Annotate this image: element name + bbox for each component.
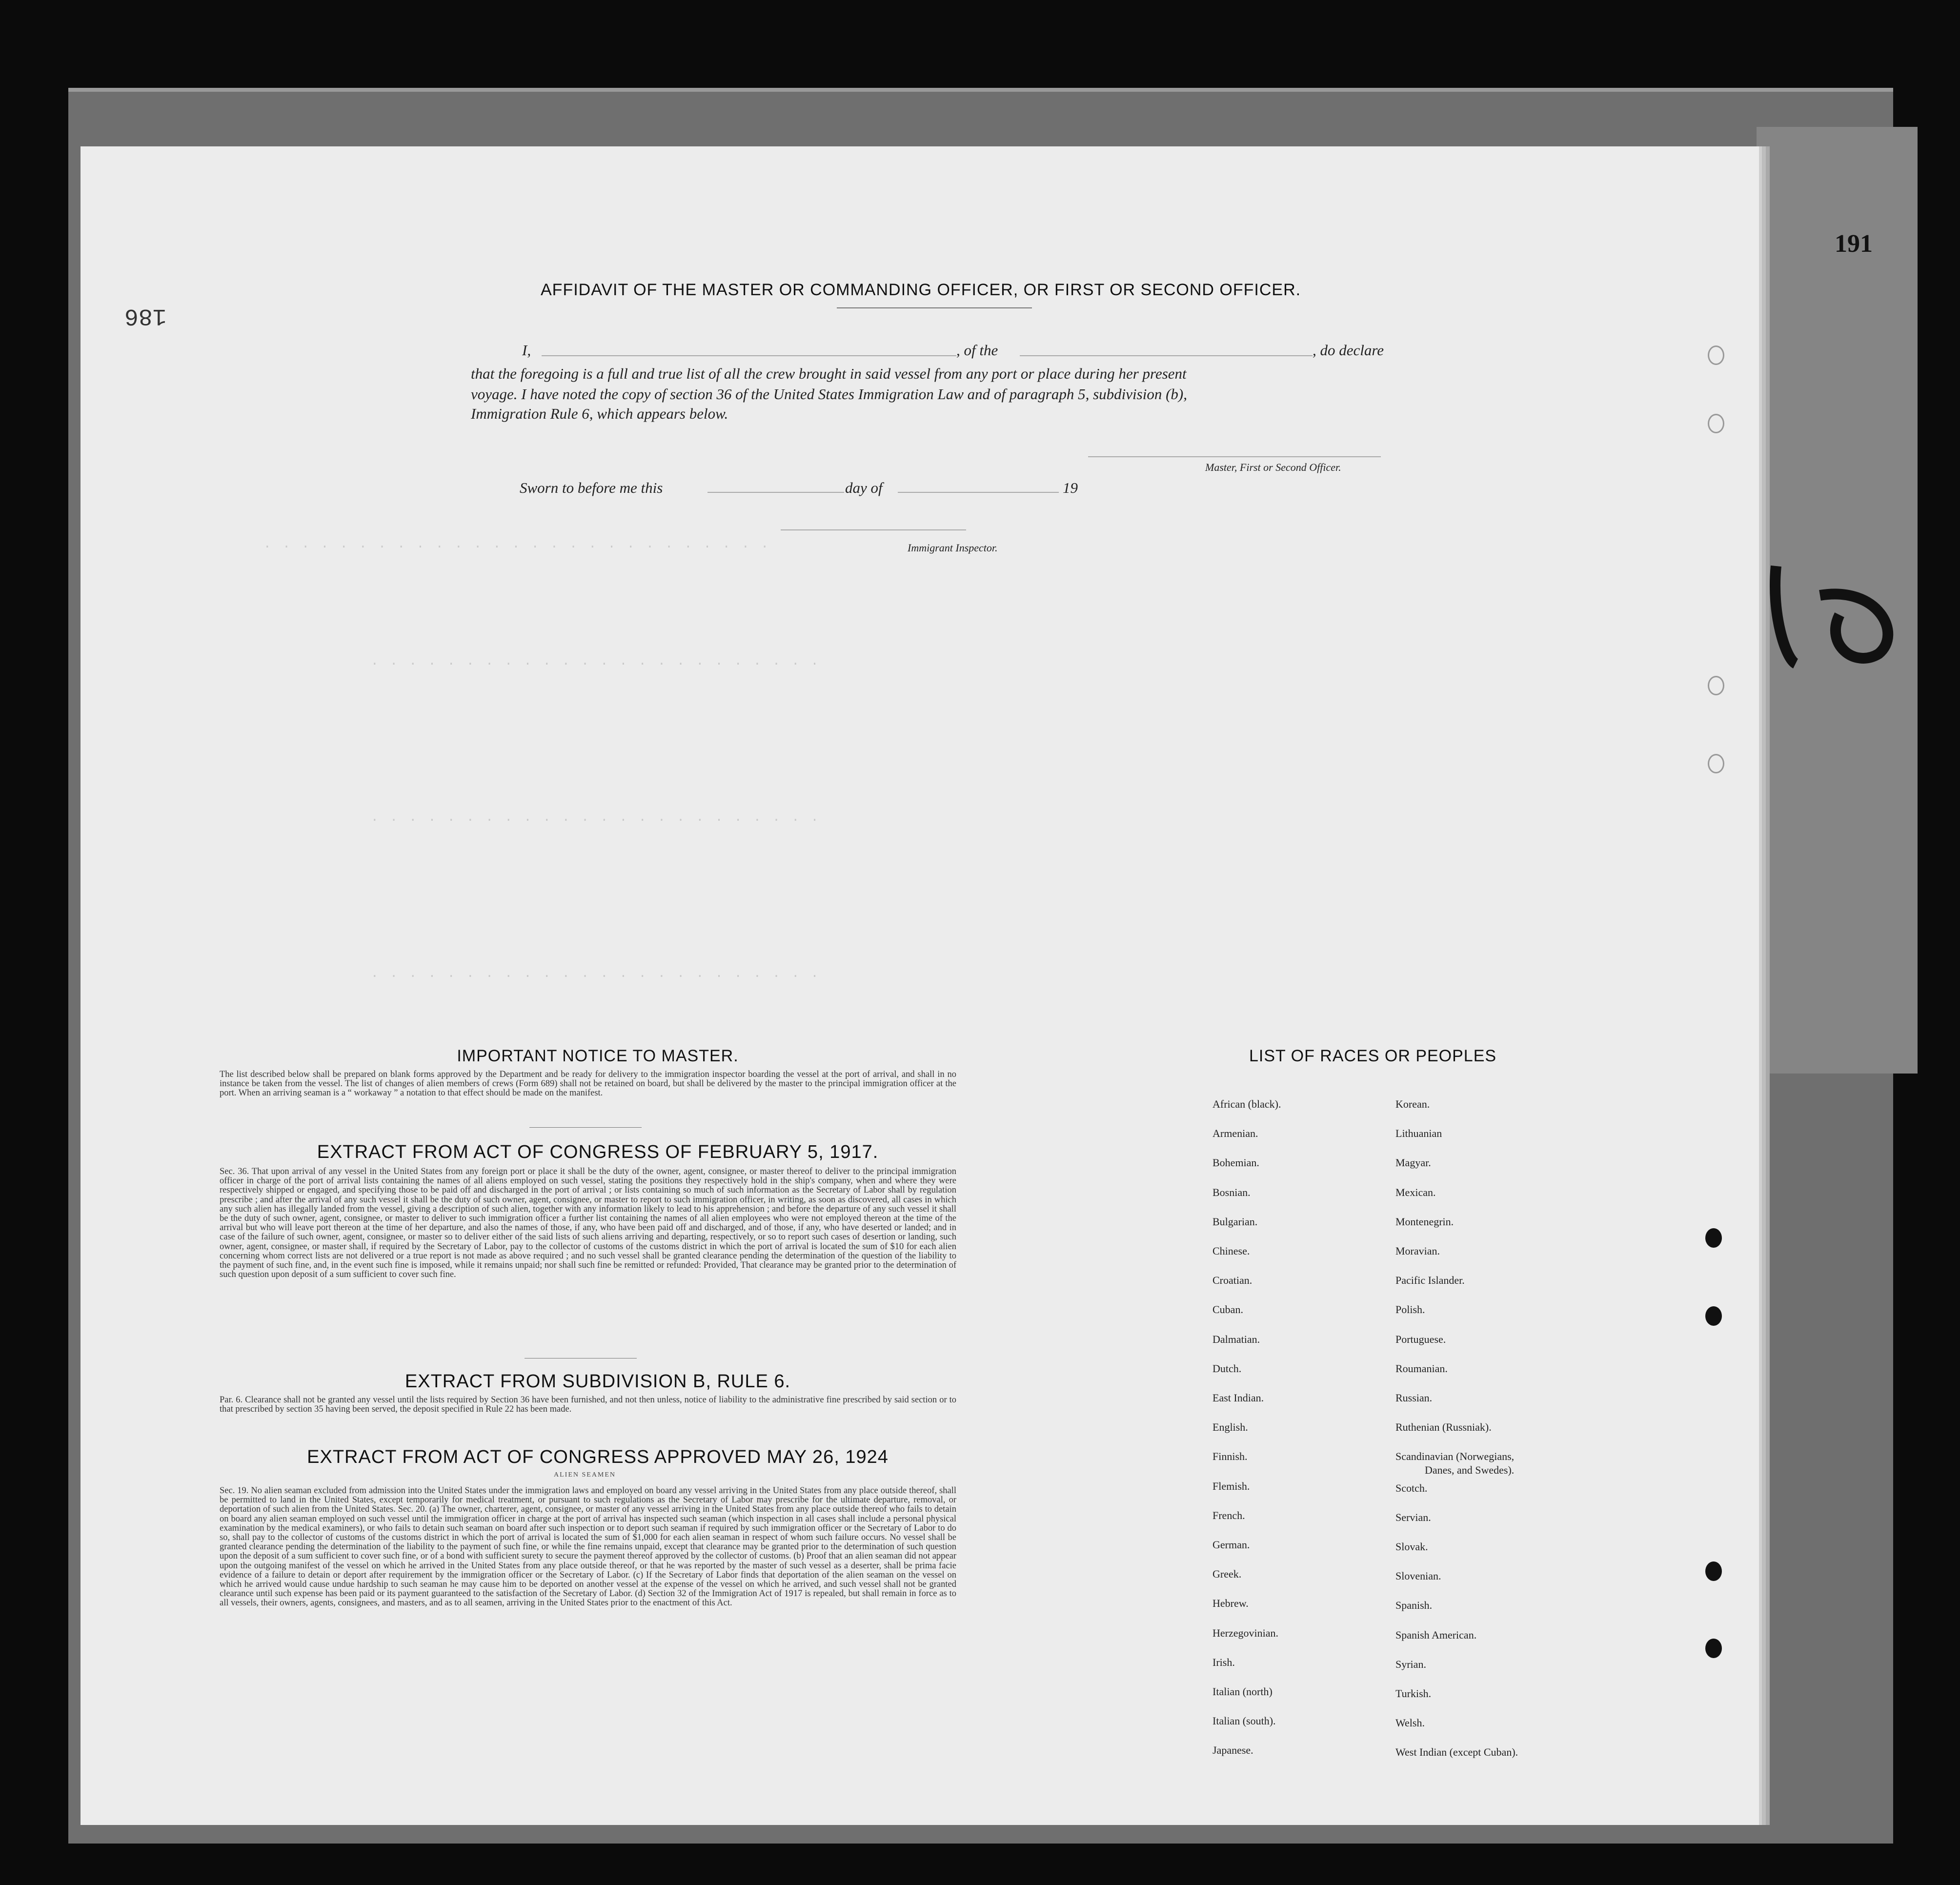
binder-hole: [1705, 1561, 1722, 1581]
show-through-row: . . . . . . . . . . . . . . . . . . . . . . . .: [371, 810, 821, 825]
race-item-continuation: Danes, and Swedes).: [1425, 1464, 1515, 1477]
name-blank[interactable]: [542, 355, 956, 356]
race-item: Scotch.: [1395, 1481, 1428, 1494]
race-item: Polish.: [1395, 1303, 1425, 1316]
race-item: Lithuanian: [1395, 1127, 1442, 1140]
race-item: Scandinavian (Norwegians,: [1395, 1450, 1515, 1463]
declare-i: I,: [522, 342, 531, 359]
race-item: Portuguese.: [1395, 1333, 1446, 1345]
affidavit-title: AFFIDAVIT OF THE MASTER OR COMMANDING OFFICER, OR FIRST OR SECOND OFFICER.: [541, 281, 1301, 299]
race-item: Croatian.: [1212, 1274, 1253, 1287]
race-item: Roumanian.: [1395, 1362, 1448, 1375]
divider: [529, 1127, 642, 1128]
race-item: Italian (north): [1212, 1685, 1273, 1698]
race-item: Ruthenian (Russniak).: [1395, 1421, 1492, 1434]
extract-rule6-body: Par. 6. Clearance shall not be granted any vessel until the lists required by Section 36 have been furnished, and not then unless, notice of liability to the administrative fine prescribed by said section or to that prescribed by section 35 having been served, the deposit specified in Rule 22 has been made.: [220, 1395, 956, 1415]
show-through-row: . . . . . . . . . . . . . . . . . . . . . . . .: [371, 654, 821, 669]
notice-title: IMPORTANT NOTICE TO MASTER.: [457, 1047, 739, 1065]
binder-hole: [1708, 676, 1724, 695]
race-item: Turkish.: [1395, 1687, 1432, 1700]
declare-line-4: Immigration Rule 6, which appears below.: [471, 405, 728, 422]
extract-1917-body: Sec. 36. That upon arrival of any vessel in the United States from any foreign port or place it shall be the duty of the owner, agent, consignee, or master thereof to deliver to the principal immigration officer in charge of the port of arrival lists containing the names of all aliens employed on such vessel, stating the positions they respectively hold in the ship's company, when and where they were respectively shipped or engaged, and specifying those to be paid off and discharged in the port of arrival ; or lists containing so much of such information as the Secretary of Labor shall by regulation prescribe ; and after the arrival of any such vessel it shall be the duty of such owner, agent, consignee, or master to report to such immigration officer, in writing, as soon as discovered, all cases in which any such alien has illegally landed from the vessel, giving a description of such alien, together with any information likely to lead to his apprehension ; and before the departure of any such vessel it shall be the duty of such owner, agent, consignee, or master to deliver to such immigration officer a further list containing the names of all alien employees who were not employed thereon at the time of the arrival but who will leave port thereon at the time of her departure, and also the names of those, if any, who have been paid off and discharged, and of those, if any, who have deserted or landed; and in case of the failure of such owner, agent, consignee, or master so to deliver either of the said lists of such aliens arriving and departing, respectively, or so to report such cases of desertion or landing, such owner, agent, consignee, or master shall, if required by the Secretary of Labor, pay to the collector of customs of the customs district in which the port of arrival is located the sum of $10 for each alien concerning whom correct lists are not delivered or a true report is not made as above required ; and no such vessel shall be granted clearance pending the determination of the question of the liability to the payment of such fine, and, in the event such fine is imposed, while it remains unpaid; nor shall such fine be remitted or refunded: Provided, That clearance may be granted prior to the determination of such question upon deposit of a sum sufficient to cover such fine.: [220, 1167, 956, 1280]
corner-page-number: 186: [124, 303, 167, 329]
binder-hole: [1708, 414, 1724, 433]
marker-scribble: [1766, 556, 1913, 669]
sworn-year: 19: [1063, 479, 1078, 496]
show-through-row: . . . . . . . . . . . . . . . . . . . . . . . . . . .: [263, 537, 770, 551]
race-item: Flemish.: [1212, 1480, 1250, 1492]
declare-of-the: , of the: [956, 342, 998, 359]
race-item: Mexican.: [1395, 1186, 1436, 1198]
race-item: Spanish American.: [1395, 1628, 1477, 1641]
race-item: Chinese.: [1212, 1245, 1250, 1257]
race-item: Greek.: [1212, 1568, 1242, 1581]
folio-number: 191: [1835, 230, 1873, 258]
sworn-day-of: day of: [845, 479, 883, 496]
declare-do-declare: , do declare: [1313, 342, 1384, 359]
race-item: East Indian.: [1212, 1392, 1264, 1404]
extract-1917-title: EXTRACT FROM ACT OF CONGRESS OF FEBRUARY 5, 1917.: [317, 1142, 879, 1162]
extract-1924-body: Sec. 19. No alien seaman excluded from admission into the United States under the immigration laws and employed on board any vessel arriving in the United States from any place outside thereof, shall be permitted to land in the United States, except temporarily for medical treatment, or pursuant to such regulations as the Secretary of Labor may prescribe for the ultimate departure, removal, or deportation of such alien from the United States. Sec. 20. (a) The owner, charterer, agent, consignee, or master of any vessel arriving in the United States from any place outside thereof who fails to detain on board any alien seaman employed on such vessel until the immigration officer in charge at the port of arrival has inspected such seaman (which inspection in all cases shall include a personal physical examination by the medical examiners), or who fails to detain such seaman on board after such inspection or to deport such seaman if required by such immigration officer or the Secretary of Labor to do so, shall pay to the collector of customs of the customs district in which the port of arrival is located the sum of $1,000 for each alien seaman in respect of whom such failure occurs. No vessel shall be granted clearance pending the determination of the liability to the payment of such fine, or while the fine remains unpaid, except that clearance may be granted prior to the determination of such question upon the deposit of a sum sufficient to cover such fine, or of a bond with sufficient surety to secure the payment thereof approved by the collector of customs. (b) Proof that an alien seaman did not appear upon the outgoing manifest of the vessel on which he arrived in the United States from any place outside thereof, or that he was reported by the master of such vessel as a deserter, shall be prima facie evidence of a failure to detain or deport after requirement by the immigration officer or the Secretary of Labor. (c) If the Secretary of Labor finds that deportation of the alien seaman on the vessel on which he arrived would cause undue hardship to such seaman he may cause him to be deported on another vessel at the expense of the vessel on which he arrived, and such vessel shall not be granted clearance until such expense has been paid or its payment guaranteed to the satisfaction of the Secretary of Labor. (d) Section 32 of the Immigration Act of 1917 is repealed, but shall remain in force as to all vessels, their owners, agents, consignees, and masters, and as to all seamen, arriving in the United States prior to the enactment of this Act.: [220, 1486, 956, 1608]
race-item: Moravian.: [1395, 1245, 1440, 1257]
race-item: West Indian (except Cuban).: [1395, 1746, 1518, 1759]
signature-label: Master, First or Second Officer.: [1205, 461, 1341, 473]
race-item: French.: [1212, 1509, 1245, 1521]
race-item: Cuban.: [1212, 1303, 1243, 1316]
title-rule: [837, 307, 1032, 308]
race-item: Syrian.: [1395, 1658, 1426, 1670]
extract-1924-title: EXTRACT FROM ACT OF CONGRESS APPROVED MAY 26, 1924: [307, 1447, 889, 1467]
race-item: African (black).: [1212, 1098, 1281, 1110]
race-item: Irish.: [1212, 1656, 1235, 1668]
race-item: English.: [1212, 1421, 1248, 1434]
binder-hole: [1708, 345, 1724, 365]
race-item: Bohemian.: [1212, 1156, 1259, 1169]
race-item: Bosnian.: [1212, 1186, 1251, 1198]
vessel-blank[interactable]: [1020, 355, 1313, 356]
race-item: Slovenian.: [1395, 1570, 1441, 1582]
month-blank[interactable]: [898, 492, 1059, 493]
race-item: Armenian.: [1212, 1127, 1258, 1140]
race-item: Hebrew.: [1212, 1597, 1249, 1610]
inspector-blank[interactable]: [781, 529, 966, 530]
day-blank[interactable]: [707, 492, 844, 493]
race-item: Korean.: [1395, 1098, 1430, 1110]
race-item: Dalmatian.: [1212, 1333, 1260, 1345]
race-item: Herzegovinian.: [1212, 1626, 1278, 1639]
race-item: Magyar.: [1395, 1156, 1431, 1169]
race-item: Slovak.: [1395, 1540, 1428, 1553]
binder-hole: [1708, 754, 1724, 773]
race-item: Pacific Islander.: [1395, 1274, 1465, 1287]
binder-hole: [1705, 1639, 1722, 1658]
signature-blank[interactable]: [1088, 456, 1381, 457]
races-title: LIST OF RACES OR PEOPLES: [1249, 1047, 1497, 1065]
inspector-label: Immigrant Inspector.: [908, 542, 998, 554]
race-item: Bulgarian.: [1212, 1215, 1258, 1228]
race-item: Welsh.: [1395, 1717, 1425, 1729]
race-item: German.: [1212, 1539, 1250, 1551]
extract-rule6-title: EXTRACT FROM SUBDIVISION B, RULE 6.: [404, 1371, 791, 1392]
declare-line-2: that the foregoing is a full and true list of all the crew brought in said vessel from any port or place during her present: [471, 365, 1187, 382]
race-item: Servian.: [1395, 1511, 1431, 1523]
race-item: Montenegrin.: [1395, 1215, 1454, 1228]
binder-hole: [1705, 1228, 1722, 1248]
race-item: Italian (south).: [1212, 1715, 1276, 1727]
race-item: Spanish.: [1395, 1599, 1433, 1612]
binder-hole: [1705, 1306, 1722, 1326]
show-through-row: . . . . . . . . . . . . . . . . . . . . . . . .: [371, 966, 821, 981]
race-item: Dutch.: [1212, 1362, 1242, 1375]
race-item: Russian.: [1395, 1392, 1433, 1404]
extract-1924-subtitle: ALIEN SEAMEN: [554, 1471, 616, 1479]
race-item: Finnish.: [1212, 1450, 1248, 1463]
sworn-text: Sworn to before me this: [520, 479, 663, 496]
declare-line-3: voyage. I have noted the copy of section 36 of the United States Immigration Law and of paragraph 5, subdivision (b),: [471, 385, 1187, 403]
race-item: Japanese.: [1212, 1744, 1253, 1757]
notice-body: The list described below shall be prepared on blank forms approved by the Department and be ready for delivery to the immigration inspector boarding the vessel at the port of arrival, and shall in no instance be taken from the vessel. The list of changes of alien members of crews (Form 689) shall not be retained on board, but shall be delivered by the master to the principal immigration officer at the port. When an arriving seaman is a “ workaway ” a notation to that effect should be made on the manifest.: [220, 1070, 956, 1098]
